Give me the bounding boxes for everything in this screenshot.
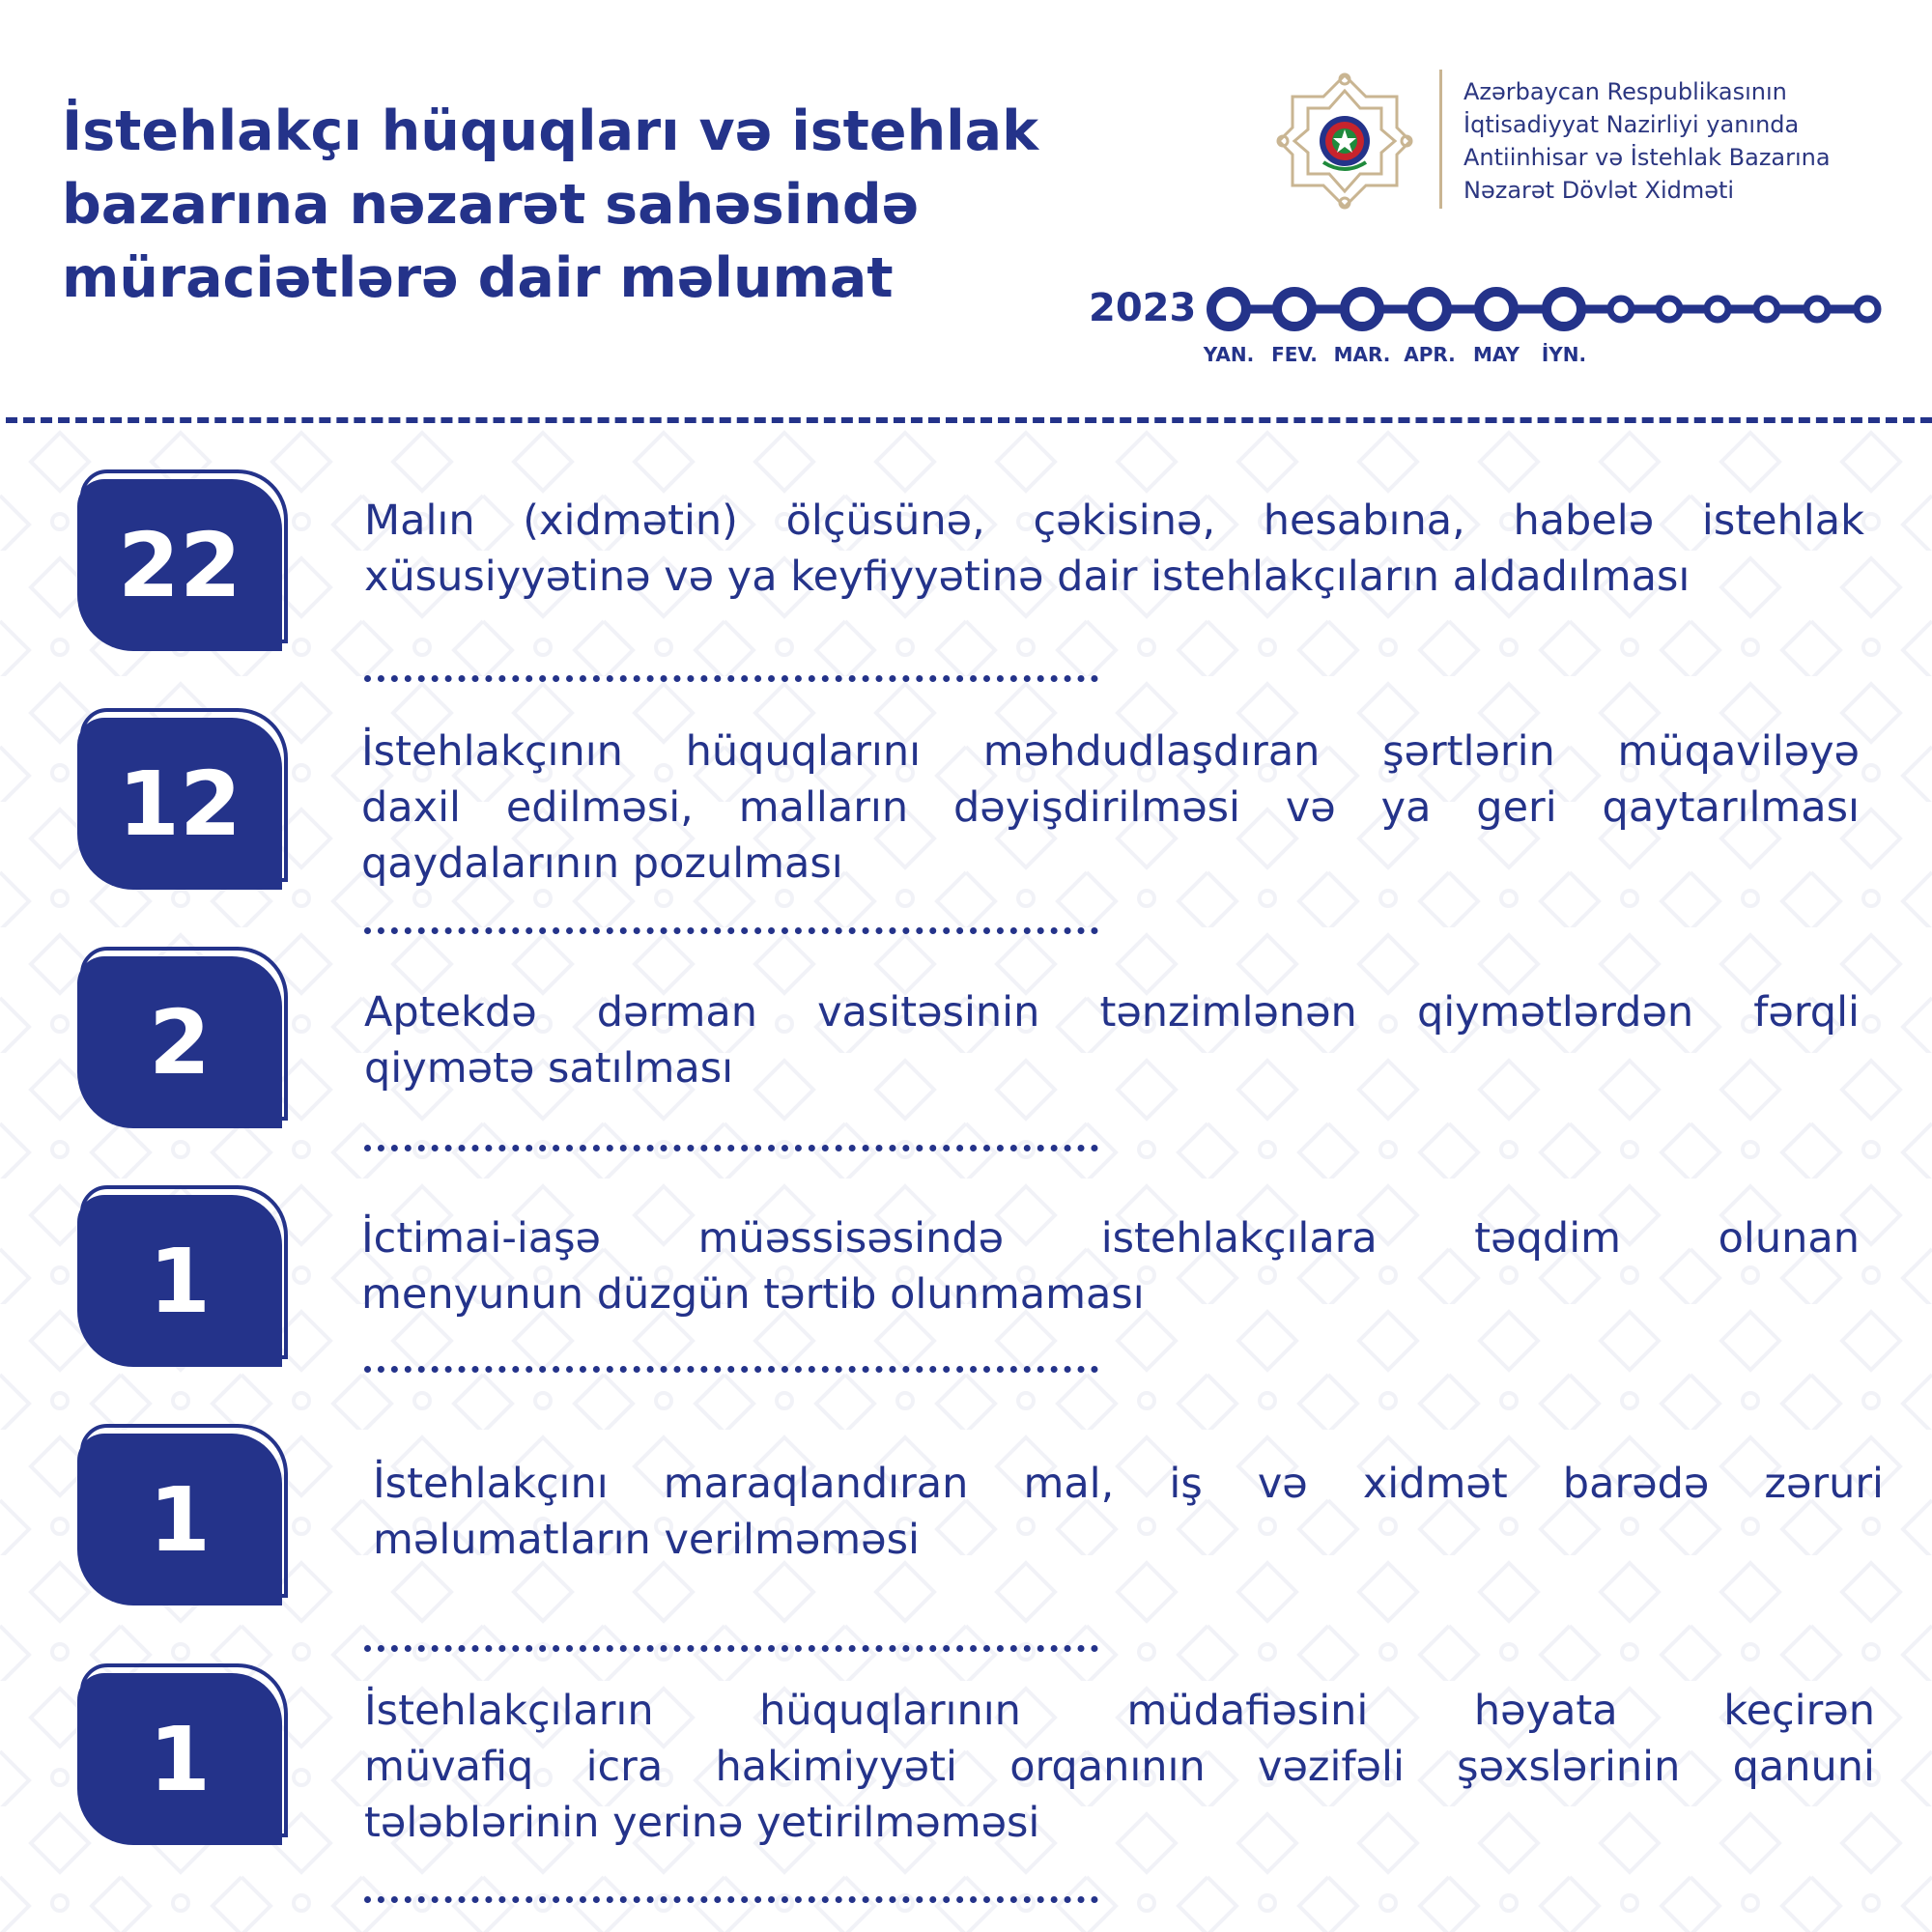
timeline-future-marker bbox=[1610, 298, 1632, 320]
timeline-month-label: APR. bbox=[1404, 343, 1456, 366]
timeline-month-label: MAY bbox=[1473, 343, 1520, 366]
description-line: qaydalarının pozulması bbox=[361, 839, 843, 888]
description-line: xüsusiyyətinə və ya keyfiyyətinə dair istehlakçıların aldadılması bbox=[364, 553, 1690, 601]
timeline-month-marker bbox=[1479, 292, 1514, 327]
description-line: daxil edilməsi, malların dəyişdirilməsi və ya geri qaytarılması bbox=[361, 783, 1860, 832]
dotted-separator bbox=[364, 1896, 1098, 1903]
complaint-count: 1 bbox=[148, 1707, 211, 1811]
count-badge bbox=[77, 947, 295, 1130]
description-line: tələblərinin yerinə yetirilməməsi bbox=[364, 1799, 1040, 1847]
dotted-separator bbox=[364, 1645, 1098, 1652]
timeline-future-marker bbox=[1659, 298, 1680, 320]
description-line: qiymətə satılması bbox=[364, 1044, 734, 1093]
complaint-description bbox=[364, 1683, 1875, 1851]
organization-name-line: Nəzarət Dövlət Xidməti bbox=[1463, 177, 1735, 204]
timeline-future-marker bbox=[1806, 298, 1828, 320]
complaint-description bbox=[361, 724, 1860, 892]
description-line: İstehlakçının hüquqlarını məhdudlaşdıran şərtlərin müqaviləyə bbox=[361, 727, 1860, 776]
count-badge bbox=[77, 469, 295, 653]
complaint-count: 1 bbox=[148, 1229, 211, 1333]
complaint-description bbox=[364, 984, 1860, 1096]
state-emblem-logo bbox=[1273, 70, 1416, 213]
dotted-separator bbox=[364, 1145, 1098, 1151]
title-line: müraciətlərə dair məlumat bbox=[62, 246, 894, 310]
description-line: İstehlakçını maraqlandıran mal, iş və xidmət barədə zəruri bbox=[373, 1460, 1884, 1508]
title-line: İstehlakçı hüquqları və istehlak bbox=[62, 99, 1039, 163]
complaint-count: 1 bbox=[148, 1467, 211, 1572]
timeline-month-label: İYN. bbox=[1541, 343, 1587, 366]
description-line: Malın (xidmətin) ölçüsünə, çəkisinə, hesabına, habelə istehlak bbox=[364, 497, 1864, 545]
dotted-separator bbox=[364, 927, 1098, 934]
timeline-month-marker bbox=[1345, 292, 1379, 327]
timeline-future-marker bbox=[1857, 298, 1878, 320]
timeline-future-marker bbox=[1756, 298, 1777, 320]
logo-divider bbox=[1439, 70, 1442, 209]
count-badge bbox=[77, 1663, 295, 1847]
timeline-year: 2023 bbox=[1089, 286, 1197, 330]
page-title bbox=[62, 95, 1105, 315]
complaint-description bbox=[364, 493, 1864, 605]
timeline-month-marker bbox=[1211, 292, 1246, 327]
timeline-future-marker bbox=[1707, 298, 1728, 320]
count-badge bbox=[77, 708, 295, 892]
organization-name-line: Azərbaycan Respublikasının bbox=[1463, 78, 1787, 105]
dotted-separator bbox=[364, 675, 1098, 682]
dotted-separator bbox=[364, 1366, 1098, 1373]
timeline-month-marker bbox=[1547, 292, 1581, 327]
count-badge bbox=[77, 1185, 295, 1369]
timeline-month-marker bbox=[1277, 292, 1312, 327]
complaint-count: 2 bbox=[148, 990, 211, 1094]
organization-name bbox=[1463, 75, 1831, 207]
description-line: İctimai-iaşə müəssisəsində istehlakçılara təqdim olunan bbox=[361, 1214, 1860, 1263]
description-line: Aptekdə dərman vasitəsinin tənzimlənən qiymətlərdən fərqli bbox=[364, 988, 1860, 1037]
count-badge bbox=[77, 1424, 295, 1607]
description-line: menyunun düzgün tərtib olunmaması bbox=[361, 1270, 1145, 1319]
header-divider bbox=[6, 417, 1932, 423]
timeline-month-label: FEV. bbox=[1271, 343, 1318, 366]
complaint-description bbox=[361, 1210, 1860, 1322]
complaint-count: 22 bbox=[117, 513, 242, 617]
title-line: bazarına nəzarət sahəsində bbox=[62, 173, 920, 237]
description-line: müvafiq icra hakimiyyəti orqanının vəzifəli şəxslərinin qanuni bbox=[364, 1743, 1875, 1791]
month-timeline bbox=[1203, 280, 1889, 386]
timeline-month-label: YAN. bbox=[1203, 343, 1255, 366]
complaint-description bbox=[373, 1456, 1884, 1568]
description-line: İstehlakçıların hüquqlarının müdafiəsini həyata keçirən bbox=[364, 1687, 1875, 1735]
timeline-month-label: MAR. bbox=[1333, 343, 1391, 366]
timeline-month-marker bbox=[1412, 292, 1447, 327]
organization-name-line: İqtisadiyyat Nazirliyi yanında bbox=[1463, 111, 1800, 138]
organization-name-line: Antiinhisar və İstehlak Bazarına bbox=[1463, 144, 1831, 171]
description-line: məlumatların verilməməsi bbox=[373, 1516, 920, 1564]
complaint-count: 12 bbox=[117, 752, 242, 856]
